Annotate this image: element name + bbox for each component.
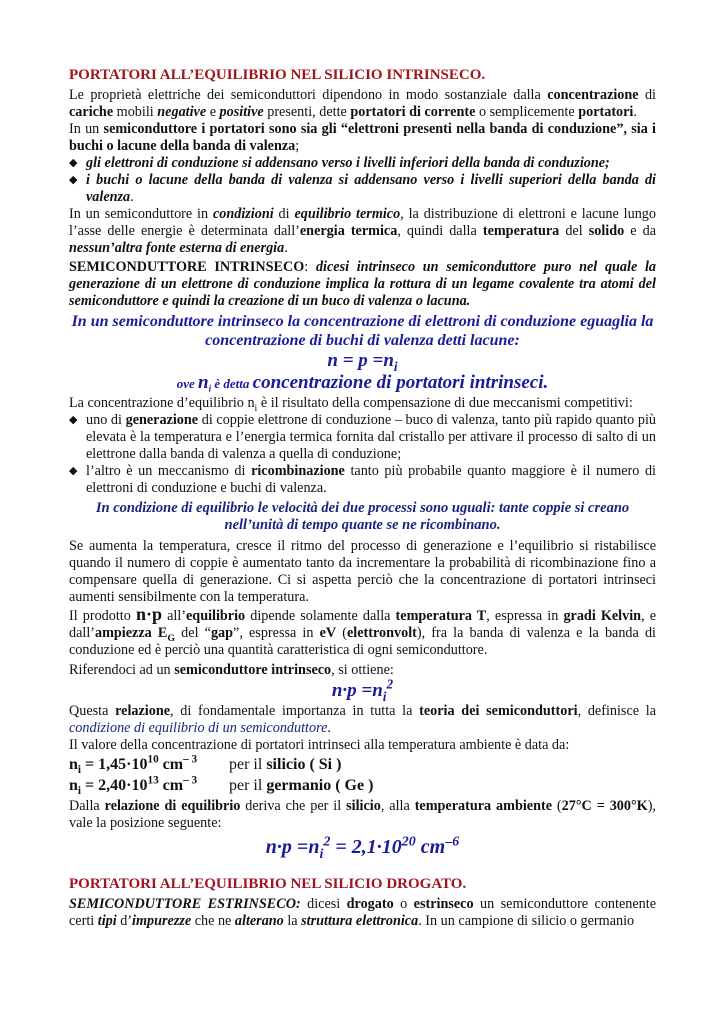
highlight-equal-concentration: In un semiconduttore intrinseco la concentrazione di elettroni di conduzione eguaglia la concentrazione di buchi di valenza detti lacune: — [71, 313, 654, 349]
highlight-equilibrium-rates: In condizione di equilibrio le velocità dei due processi sono uguali: tante coppie si creano nell’unità di tempo quante se ne ricombinano. — [95, 500, 630, 533]
paragraph-properties: Le proprietà elettriche dei semiconduttori dipendono in modo sostanziale dalla concentrazione di cariche mobili negative e positive presenti, dette portatori di corrente o semplicemente portatori. — [69, 87, 657, 120]
paragraph-referring: Riferendoci ad un semiconduttore intrinseco, si ottiene: — [69, 662, 394, 678]
diamond-bullet-icon: ◆ — [69, 157, 78, 169]
paragraph-product: Il prodotto n·p all’equilibrio dipende solamente dalla temperatura T, espressa in gradi Kelvin, e dall’ampiezza $E_G$ del “gap”, espressa in eV (elettronvolt), fra la banda di valenza e la banda di conduzione ed è perciò una quantità caratteristica di ogni semiconduttore. — [69, 604, 657, 658]
section-title-doped: PORTATORI ALL’EQUILIBRIO NEL SILICIO DROGATO. — [69, 876, 467, 892]
list-item: ◆ gli elettroni di conduzione si addensano verso i livelli inferiori della banda di conduzione; — [69, 155, 610, 171]
value-germanium: $n_i = 2,40\cdot 10^{13}$ $cm^{- 3}$ per il germanio ( Ge ) — [69, 774, 374, 798]
diamond-bullet-icon: ◆ — [69, 174, 78, 186]
paragraph-temperature: Se aumenta la temperatura, cresce il ritmo del processo di generazione e l’equilibrio si ristabilisce quando il numero di coppie è aumentato tanto da incrementare la probabilità di ricombinazione fino a compensare quella di generazione. Ci si aspetta perciò che la concentrazione di portatori intrinseci aumenti sensibilmente con la temperatura. — [69, 538, 656, 605]
formula-np-value: $n\cdot p =n_i^2 = 2,1\cdot 10^{20}$ $cm^{-6}$ — [265, 834, 460, 862]
paragraph-relation: Questa relazione, di fondamentale importanza in tutta la teoria dei semiconduttori, definisce la condizione di equilibrio di un semiconduttore. — [69, 703, 657, 736]
document-page — [69, 66, 656, 930]
paragraph-thermal-equilibrium: In un semiconduttore in condizioni di equilibrio termico, la distribuzione di elettroni e lacune lungo l’asse delle energie è determinata dall’energia termica, quindi dalla temperatura del solido e da nessun’altra fonte esterna di energia. — [69, 206, 656, 256]
list-item: ◆ uno di generazione di coppie elettrone di conduzione – buco di valenza, tanto più rapido quanto più elevata è la temperatura e l’energia termica fornita dal cristallo per attivare il processo di salto di un elettrone dalla banda di valenza a quella di conduzione; — [69, 412, 656, 462]
value-silicon: $n_i = 1,45\cdot 10^{10}$ $cm^{- 3}$ per il silicio ( Si ) — [69, 753, 342, 777]
paragraph-extrinsic: SEMICONDUTTORE ESTRINSECO: dicesi drogato o estrinseco un semiconduttore contenente certi tipi d’impurezze che ne alterano la struttura elettronica. In un campione di silicio o germanio — [69, 896, 656, 929]
diamond-bullet-icon: ◆ — [69, 465, 78, 477]
paragraph-competing-mechanisms: La concentrazione d’equilibrio $n_i$ è il risultato della compensazione di due meccanismi competitivi: — [69, 395, 633, 414]
formula-n-p-ni: $n = p =n_i$ — [327, 350, 398, 374]
section-title-intrinsic: PORTATORI ALL’EQUILIBRIO NEL SILICIO INTRINSECO. — [69, 67, 486, 83]
list-item: ◆ i buchi o lacune della banda di valenza si addensano verso i livelli superiori della banda di valenza. — [69, 172, 656, 205]
diamond-bullet-icon: ◆ — [69, 414, 78, 426]
list-item: ◆ l’altro è un meccanismo di ricombinazione tanto più probabile quanto maggiore è il numero di elettroni di conduzione e buchi di valenza. — [69, 463, 656, 496]
definition-intrinsic: SEMICONDUTTORE INTRINSECO: dicesi intrinseco un semiconduttore puro nel quale la generazione di un elettrone di conduzione implica la rottura di un legame covalente tra atomi del semiconduttore e quindi la creazione di un buco di valenza o lacuna. — [69, 259, 656, 309]
paragraph-carriers: In un semiconduttore i portatori sono sia gli “elettroni presenti nella banda di conduzione”, sia i buchi o lacune della banda di valenza; — [69, 121, 656, 154]
formula-np-ni2: $n\cdot p =n_i^2$ — [331, 676, 394, 704]
paragraph-ambient-value: Il valore della concentrazione di portatori intrinseci alla temperatura ambiente è data da: — [69, 737, 570, 753]
paragraph-equilibrium-relation: Dalla relazione di equilibrio deriva che per il silicio, alla temperatura ambiente (27°C = 300°K), vale la posizione seguente: — [69, 798, 656, 831]
intrinsic-concentration-line: ove $n_i$ è detta concentrazione di portatori intrinseci. — [176, 372, 549, 394]
